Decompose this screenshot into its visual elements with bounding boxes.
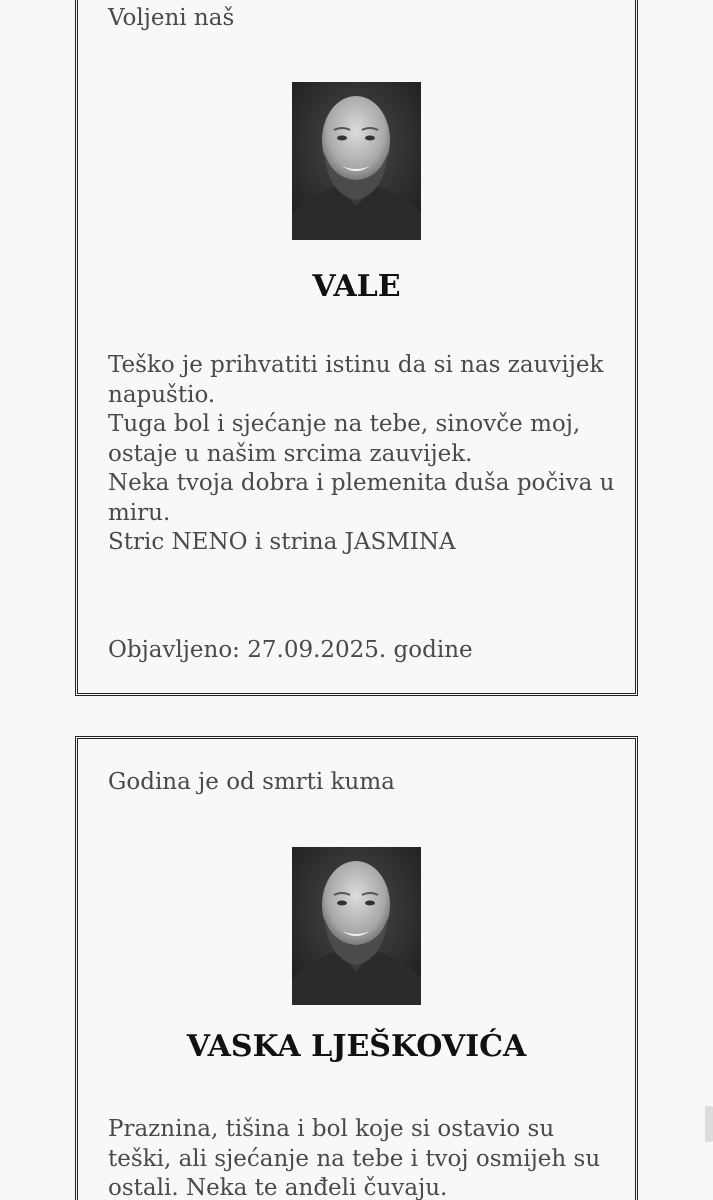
message-line: miru. <box>108 499 171 526</box>
portrait-photo <box>292 847 421 1005</box>
message-line: Teško je prihvatiti istinu da si nas zauvijek <box>108 352 604 378</box>
message-line: Neka tvoja dobra i plemenita duša počiva u <box>108 470 615 496</box>
obituary-notice <box>75 0 638 696</box>
published-date: Objavljeno: 27.09.2025. godine <box>108 637 473 663</box>
deceased-name: VALE <box>312 269 401 304</box>
notice-intro: Godina je od smrti kuma <box>108 769 395 795</box>
notice-message <box>108 351 615 558</box>
message-line: ostali. Neka te anđeli čuvaju. <box>108 1175 448 1200</box>
message-line: teški, ali sjećanje na tebe i tvoj osmijeh su <box>108 1145 601 1172</box>
message-line: napuštio. <box>108 381 216 408</box>
message-line: ostaje u našim srcima zauvijek. <box>108 440 473 467</box>
notice-intro: Voljeni naš <box>108 5 235 31</box>
message-line: Praznina, tišina i bol koje si ostavio su <box>108 1116 555 1142</box>
obituary-notice <box>75 736 638 1200</box>
message-line: Stric NENO i strina JASMINA <box>108 529 456 555</box>
portrait-photo <box>292 82 421 240</box>
notice-message <box>108 1115 605 1200</box>
deceased-name: VASKA LJEŠKOVIĆA <box>186 1029 527 1064</box>
scrollbar-thumb[interactable] <box>705 1106 713 1142</box>
portrait-image <box>292 82 421 240</box>
message-line: Tuga bol i sjećanje na tebe, sinovče moj, <box>108 411 581 437</box>
portrait-image <box>292 847 421 1005</box>
